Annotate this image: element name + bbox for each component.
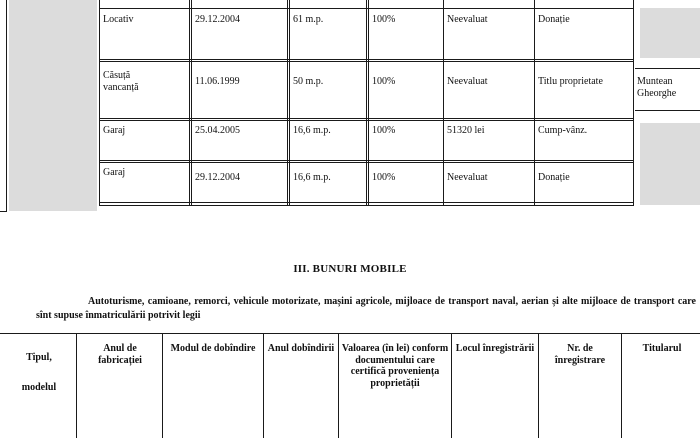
table-border [635, 110, 700, 111]
col-divider [443, 0, 444, 206]
cell-type: Garaj [103, 125, 126, 136]
cell-area: 16,6 m.p. [293, 125, 331, 136]
column-header-acquisition-mode: Modul de dobîndire [170, 343, 256, 354]
redacted-area [640, 8, 700, 58]
col-divider [162, 333, 163, 438]
table-border [0, 211, 7, 212]
col-divider [633, 0, 634, 206]
section-description: Autoturisme, camioane, remorci, vehicule motorizate, mașini agricole, mijloace de transport naval, aerian și alte mijloace de transport care sînt supuse înmatriculării potrivit legii [36, 296, 696, 321]
col-divider [189, 0, 190, 206]
cell-area: 61 m.p. [293, 14, 324, 25]
col-divider [191, 0, 192, 206]
column-header-holder: Titularul [642, 343, 682, 354]
cell-type: Garaj [103, 167, 126, 178]
col-divider [76, 333, 77, 438]
cell-mode: Cump-vânz. [538, 125, 588, 136]
col-divider [263, 333, 264, 438]
cell-area: 16,6 m.p. [293, 172, 331, 183]
column-header-manufacture-year: Anul de fabricației [98, 343, 142, 366]
cell-mode: Titlu proprietate [538, 76, 603, 87]
cell-area: 50 m.p. [293, 76, 324, 87]
redacted-area [9, 0, 97, 211]
col-divider [99, 0, 100, 206]
col-divider [338, 333, 339, 438]
column-header-value: Valoarea (în lei) conform documentului care certifică proveniența proprietății [341, 343, 449, 389]
cell-value: Neevaluat [447, 76, 488, 87]
cell-holder: Muntean Gheorghe [637, 76, 677, 99]
table-border [6, 0, 7, 212]
cell-date: 25.04.2005 [195, 125, 240, 136]
cell-type: Locativ [103, 14, 134, 25]
cell-date: 29.12.2004 [195, 14, 240, 25]
cell-value: Neevaluat [447, 172, 488, 183]
column-header-type: Tipul, modelul [21, 352, 57, 393]
cell-share: 100% [372, 14, 396, 25]
section-title: III. BUNURI MOBILE [293, 263, 407, 275]
cell-value: Neevaluat [447, 14, 488, 25]
col-divider [287, 0, 288, 206]
cell-share: 100% [372, 125, 396, 136]
col-divider [621, 333, 622, 438]
col-divider [366, 0, 367, 206]
cell-type: Căsuță vancanță [103, 70, 139, 93]
col-divider [368, 0, 369, 206]
table-border [635, 68, 700, 69]
cell-date: 29.12.2004 [195, 172, 240, 183]
cell-date: 11.06.1999 [195, 76, 240, 87]
cell-share: 100% [372, 172, 396, 183]
cell-mode: Donație [538, 14, 570, 25]
cell-share: 100% [372, 76, 396, 87]
cell-value: 51320 lei [447, 125, 485, 136]
col-divider [534, 0, 535, 206]
col-divider [289, 0, 290, 206]
table-border [0, 333, 700, 334]
column-header-acquisition-year: Anul dobîndirii [267, 343, 335, 354]
column-header-registration-number: Nr. de înregistrare [554, 343, 606, 366]
redacted-area [640, 123, 700, 205]
column-header-registration-place: Locul înregistrării [455, 343, 535, 354]
col-divider [538, 333, 539, 438]
col-divider [451, 333, 452, 438]
cell-mode: Donație [538, 172, 570, 183]
